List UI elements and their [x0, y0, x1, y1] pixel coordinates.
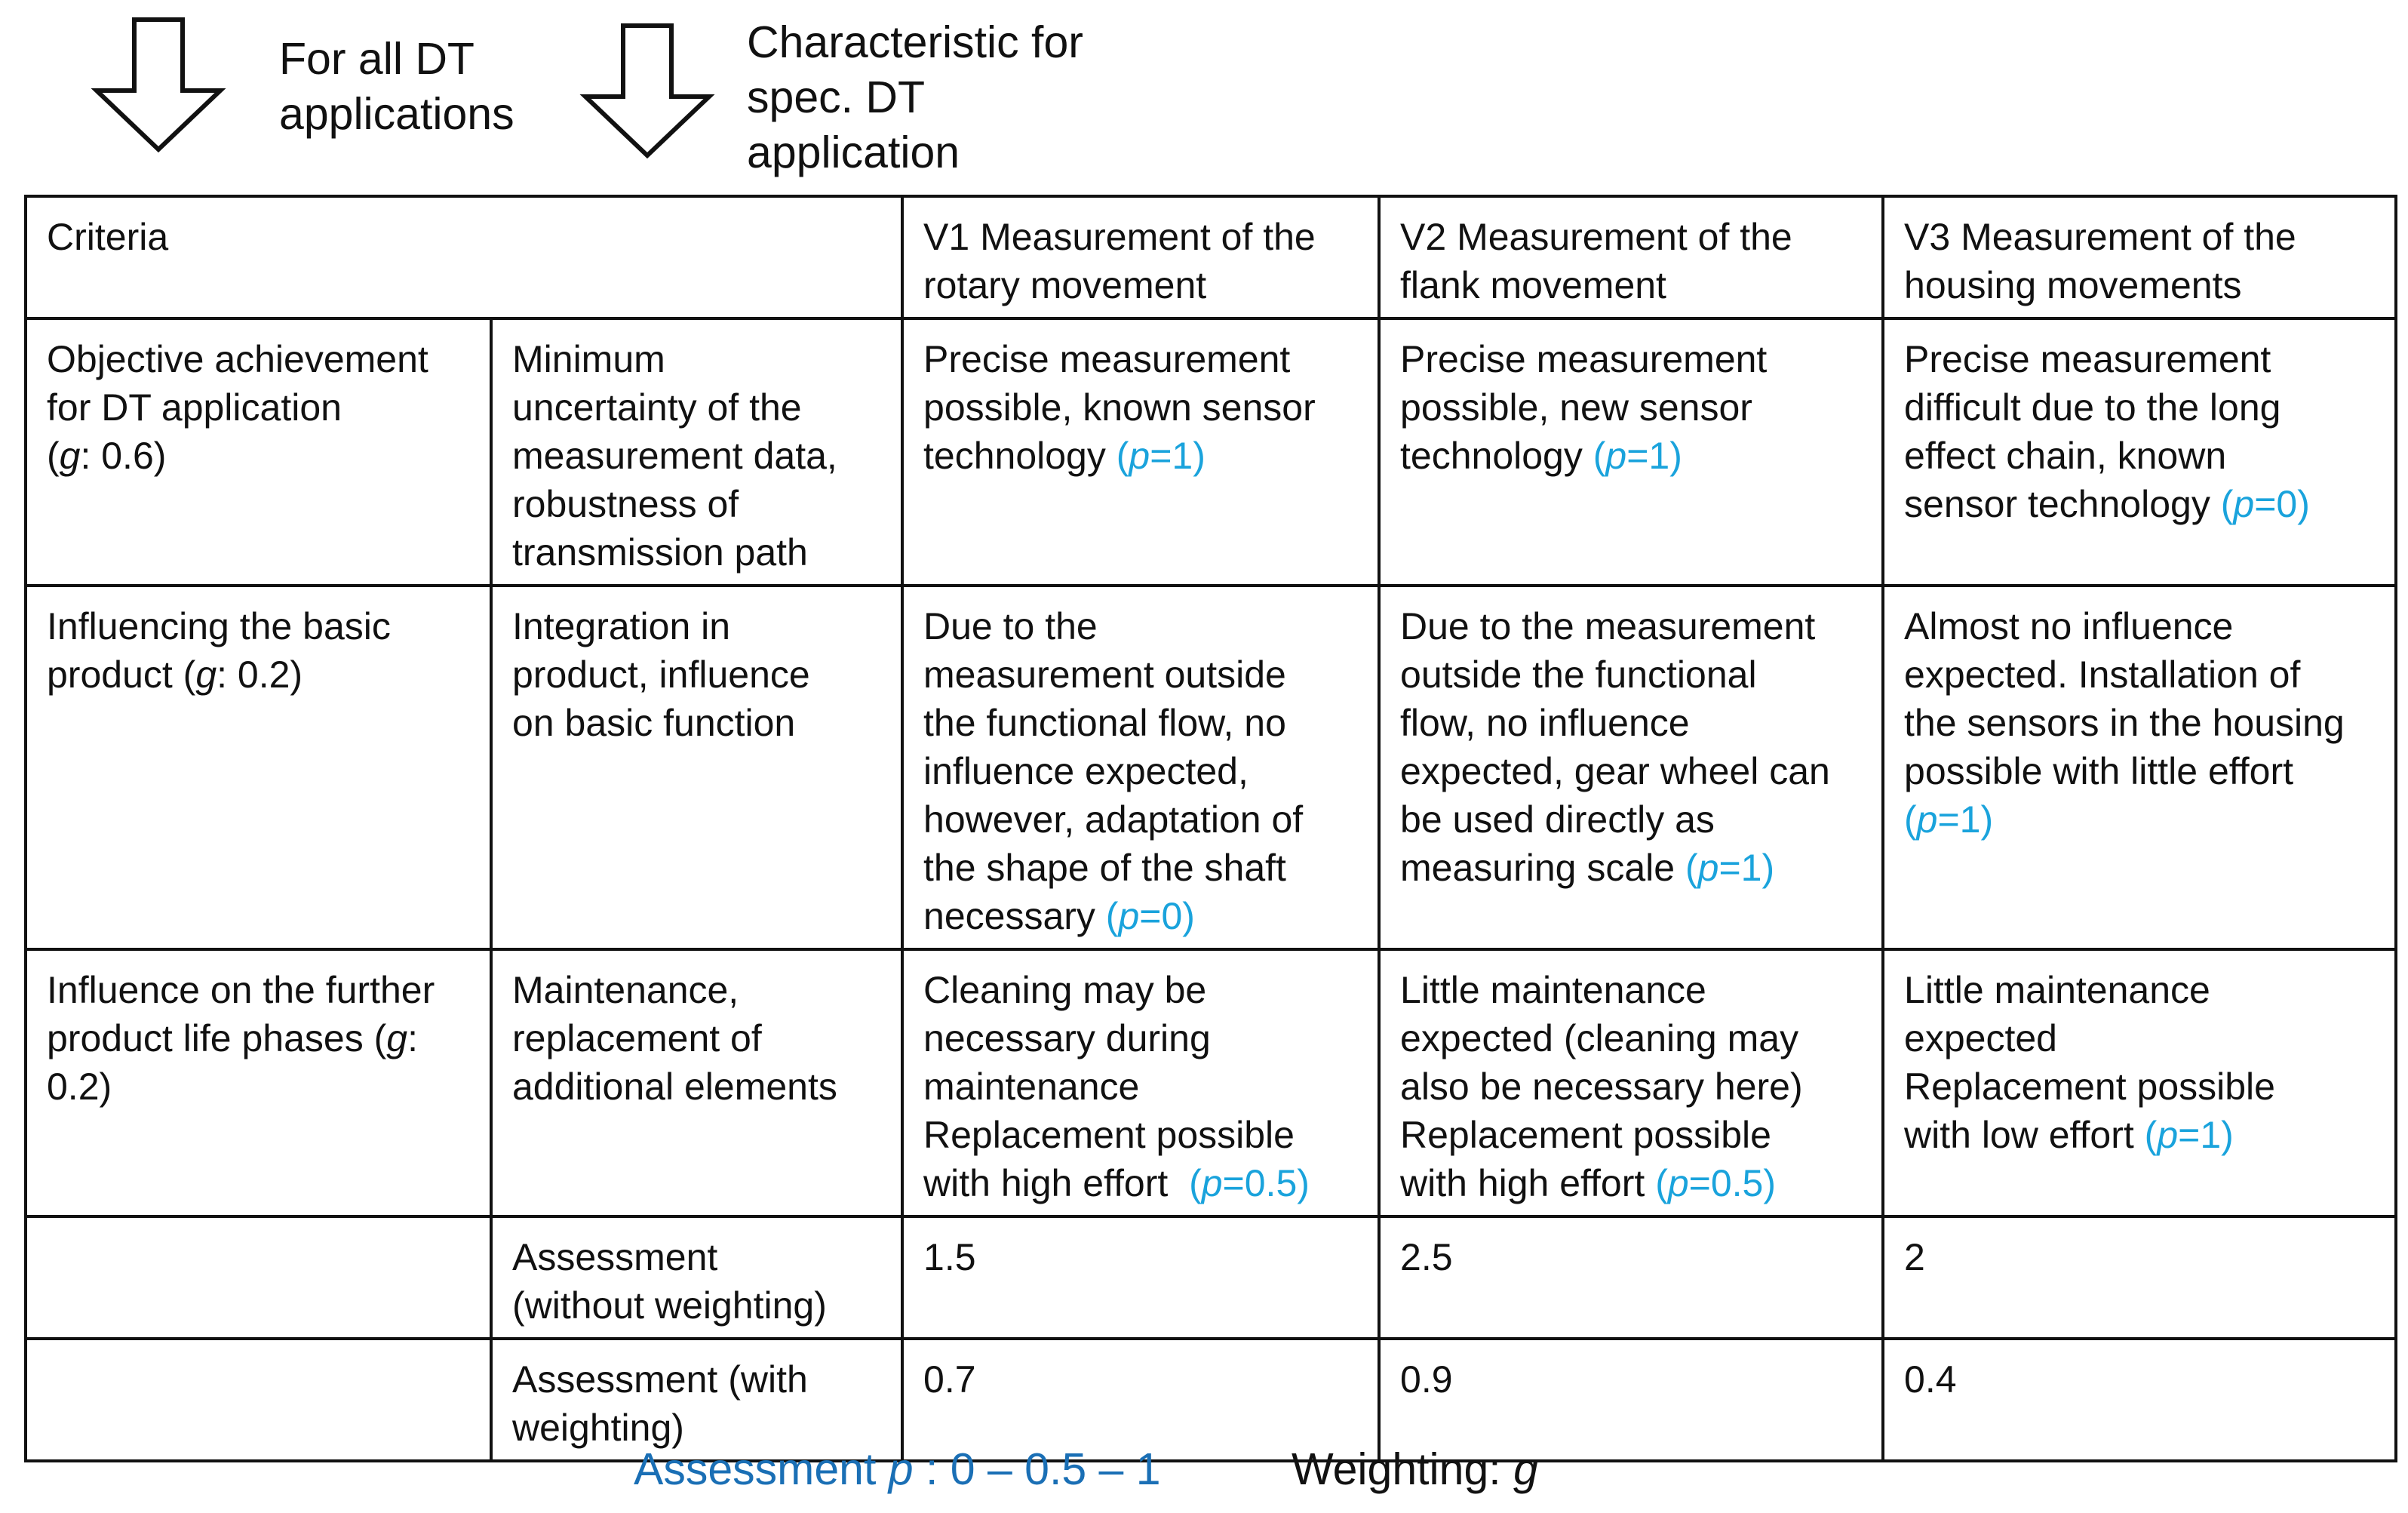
variant-v1-cell: Due to the measurement outside the functional flow, no influence expected, however, adaptation of the shape of the shaft necessary (p=0) — [902, 586, 1379, 949]
p-rating: (p=1) — [2144, 1114, 2234, 1156]
down-arrow-icon-general — [91, 17, 226, 152]
empty-cell — [26, 1216, 491, 1339]
assessment-scale-legend: Assessment p : 0 – 0.5 – 1 — [634, 1444, 1161, 1494]
table-row — [26, 949, 2396, 1216]
aspect-cell: Integration in product, influence on basic function — [491, 586, 902, 949]
weighting-legend: Weighting: g — [1292, 1444, 1538, 1494]
variant-v2-header-cell: V2 Measurement of the flank movement — [1379, 196, 1883, 318]
empty-cell — [26, 1339, 491, 1461]
variant-v1-header-cell: V1 Measurement of the rotary movement — [902, 196, 1379, 318]
v2-weighted-score: 0.9 — [1379, 1339, 1883, 1461]
aspect-cell: Maintenance, replacement of additional elements — [491, 949, 902, 1216]
assessment-weighted-row — [26, 1339, 2396, 1461]
v2-unweighted-score: 2.5 — [1379, 1216, 1883, 1339]
p-rating: (p=1) — [1116, 435, 1206, 477]
p-rating: (p=0.5) — [1189, 1162, 1310, 1204]
criterion-cell: Influence on the further product life phases (g: 0.2) — [26, 949, 491, 1216]
v3-unweighted-score: 2 — [1883, 1216, 2396, 1339]
v1-unweighted-score: 1.5 — [902, 1216, 1379, 1339]
variant-v3-header-cell: V3 Measurement of the housing movements — [1883, 196, 2396, 318]
p-rating: (p=1) — [1685, 847, 1775, 889]
assessment-unweighted-row — [26, 1216, 2396, 1339]
header-label-specific: Characteristic for spec. DT application — [747, 17, 1083, 177]
down-arrow-icon-specific — [579, 23, 715, 158]
p-rating: (p=0.5) — [1655, 1162, 1777, 1204]
p-rating: (p=1) — [1904, 798, 1994, 841]
variant-v1-cell: Precise measurement possible, known sensor technology (p=1) — [902, 318, 1379, 586]
assessment-label-cell: Assessment (with weighting) — [491, 1339, 902, 1461]
variant-v3-cell: Precise measurement difficult due to the long effect chain, known sensor technology (p=0) — [1883, 318, 2396, 586]
v3-weighted-score: 0.4 — [1883, 1339, 2396, 1461]
p-rating: (p=0) — [1105, 895, 1195, 937]
evaluation-matrix-table — [24, 195, 2397, 1462]
variant-v2-cell: Precise measurement possible, new sensor technology (p=1) — [1379, 318, 1883, 586]
table-row — [26, 318, 2396, 586]
table-header-row — [26, 196, 2396, 318]
criterion-cell: Objective achievement for DT application (g: 0.6) — [26, 318, 491, 586]
variant-v2-cell: Due to the measurement outside the functional flow, no influence expected, gear wheel can be used directly as measuring scale (p=1) — [1379, 586, 1883, 949]
p-rating: (p=0) — [2220, 483, 2310, 525]
criterion-cell: Influencing the basic product (g: 0.2) — [26, 586, 491, 949]
criteria-header-cell: Criteria — [26, 196, 902, 318]
variant-v1-cell: Cleaning may be necessary during maintenance Replacement possible with high effort (p=0.5) — [902, 949, 1379, 1216]
variant-v3-cell: Almost no influence expected. Installation of the sensors in the housing possible with little effort (p=1) — [1883, 586, 2396, 949]
assessment-label-cell: Assessment (without weighting) — [491, 1216, 902, 1339]
variant-v2-cell: Little maintenance expected (cleaning may also be necessary here) Replacement possible with high effort (p=0.5) — [1379, 949, 1883, 1216]
table-row — [26, 586, 2396, 949]
aspect-cell: Minimum uncertainty of the measurement data, robustness of transmission path — [491, 318, 902, 586]
header-label-general: For all DT applications — [279, 34, 514, 139]
variant-v3-cell: Little maintenance expected Replacement possible with low effort (p=1) — [1883, 949, 2396, 1216]
v1-weighted-score: 0.7 — [902, 1339, 1379, 1461]
p-rating: (p=1) — [1593, 435, 1682, 477]
